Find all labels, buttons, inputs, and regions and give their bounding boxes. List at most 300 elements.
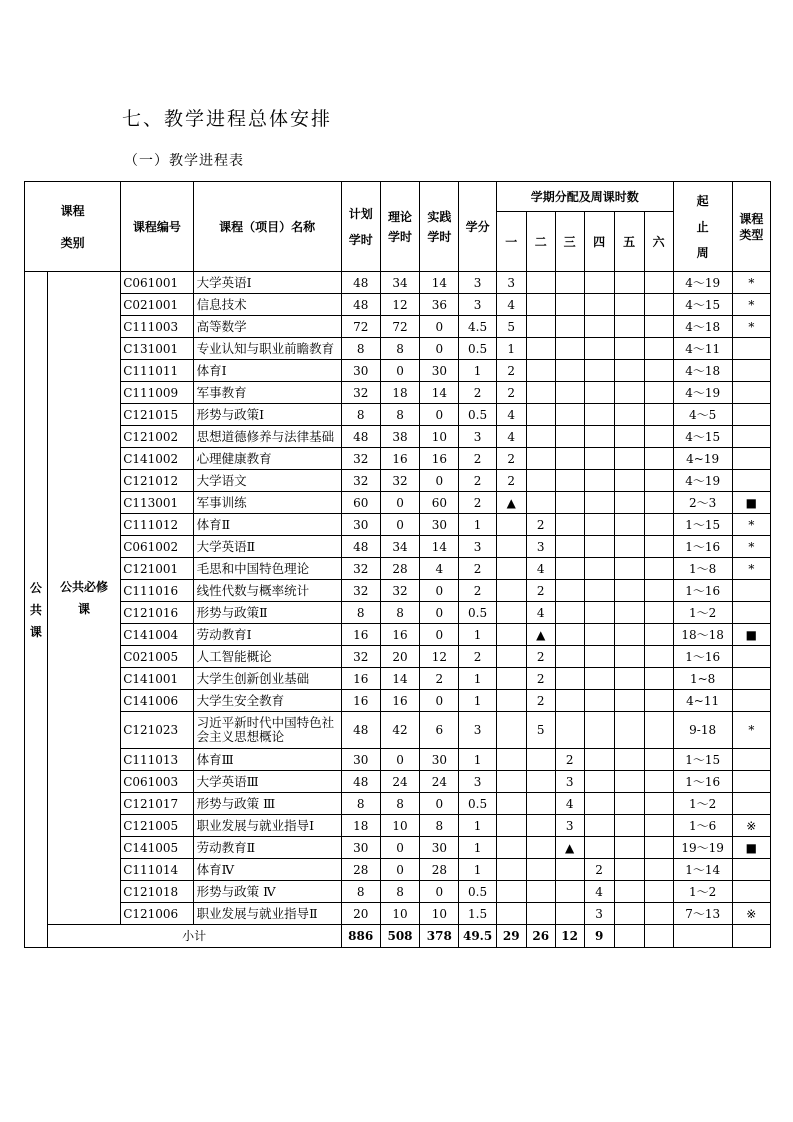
- semester-1-hours: [496, 903, 526, 925]
- planned-hours: 8: [341, 881, 380, 903]
- practice-hours: 30: [420, 749, 459, 771]
- semester-5-hours: [614, 881, 644, 903]
- semester-6-hours: [644, 536, 673, 558]
- practice-hours: 12: [420, 646, 459, 668]
- course-type-mark: [732, 426, 770, 448]
- course-name: 军事训练: [193, 492, 341, 514]
- credit: 0.5: [459, 602, 496, 624]
- course-type-mark: *: [732, 536, 770, 558]
- course-name: 线性代数与概率统计: [193, 580, 341, 602]
- practice-hours: 16: [420, 448, 459, 470]
- subtotal-credit: 49.5: [459, 925, 496, 948]
- course-code: C111014: [121, 859, 193, 881]
- table-row: [25, 294, 771, 316]
- course-type-mark: ■: [732, 837, 770, 859]
- credit: 0.5: [459, 338, 496, 360]
- course-type-mark: ※: [732, 903, 770, 925]
- credit: 1: [459, 624, 496, 646]
- semester-4-hours: [584, 316, 614, 338]
- credit: 3: [459, 771, 496, 793]
- course-code: C021001: [121, 294, 193, 316]
- practice-hours: 14: [420, 382, 459, 404]
- semester-6-hours: [644, 338, 673, 360]
- course-type-mark: *: [732, 514, 770, 536]
- semester-6-hours: [644, 316, 673, 338]
- planned-hours: 18: [341, 815, 380, 837]
- start-end-weeks: 19～19: [673, 837, 732, 859]
- table-row: [25, 793, 771, 815]
- semester-2-hours: [526, 749, 555, 771]
- planned-hours: 30: [341, 360, 380, 382]
- semester-2-hours: [526, 382, 555, 404]
- planned-hours: 48: [341, 272, 380, 294]
- course-code: C121023: [121, 712, 193, 749]
- semester-4-hours: [584, 690, 614, 712]
- header-semester-5: 五: [614, 212, 644, 272]
- planned-hours: 72: [341, 316, 380, 338]
- table-row: [25, 448, 771, 470]
- course-type-mark: [732, 859, 770, 881]
- semester-1-hours: [496, 712, 526, 749]
- semester-1-hours: [496, 558, 526, 580]
- header-practice-line2: 学时: [427, 229, 452, 244]
- semester-6-hours: [644, 382, 673, 404]
- semester-2-hours: [526, 771, 555, 793]
- practice-hours: 0: [420, 690, 459, 712]
- header-theory-hours: [380, 182, 419, 272]
- category-main-char: 课: [29, 624, 42, 639]
- table-row: [25, 514, 771, 536]
- start-end-weeks: 4～11: [673, 338, 732, 360]
- course-type-mark: [732, 602, 770, 624]
- practice-hours: 30: [420, 514, 459, 536]
- semester-5-hours: [614, 448, 644, 470]
- semester-1-hours: 2: [496, 382, 526, 404]
- semester-4-hours: [584, 338, 614, 360]
- semester-6-hours: [644, 793, 673, 815]
- semester-3-hours: [555, 448, 584, 470]
- semester-2-hours: 2: [526, 668, 555, 690]
- semester-3-hours: [555, 602, 584, 624]
- table-row: [25, 492, 771, 514]
- credit: 2: [459, 492, 496, 514]
- start-end-weeks: 7～13: [673, 903, 732, 925]
- start-end-weeks: 4～5: [673, 404, 732, 426]
- subtotal-theory-hours: 508: [380, 925, 419, 948]
- subtotal-label: 小计: [47, 925, 341, 948]
- subtotal-practice-hours: 378: [420, 925, 459, 948]
- semester-4-hours: [584, 624, 614, 646]
- semester-3-hours: [555, 668, 584, 690]
- semester-4-hours: [584, 558, 614, 580]
- schedule-body: [25, 272, 771, 948]
- header-weeks: [673, 182, 732, 272]
- start-end-weeks: 1～16: [673, 580, 732, 602]
- semester-1-hours: [496, 837, 526, 859]
- theory-hours: 34: [380, 536, 419, 558]
- practice-hours: 28: [420, 859, 459, 881]
- table-row: [25, 382, 771, 404]
- table-row: [25, 580, 771, 602]
- course-code: C061003: [121, 771, 193, 793]
- credit: 1: [459, 815, 496, 837]
- course-code: C111012: [121, 514, 193, 536]
- course-type-mark: *: [732, 272, 770, 294]
- header-category-line1: 课程: [60, 203, 85, 218]
- semester-4-hours: [584, 448, 614, 470]
- semester-4-hours: [584, 536, 614, 558]
- semester-5-hours: [614, 492, 644, 514]
- table-row: [25, 360, 771, 382]
- semester-5-hours: [614, 338, 644, 360]
- semester-1-hours: [496, 771, 526, 793]
- header-planned-hours: [341, 182, 380, 272]
- theory-hours: 8: [380, 404, 419, 426]
- course-name: 高等数学: [193, 316, 341, 338]
- course-code: C111013: [121, 749, 193, 771]
- planned-hours: 32: [341, 580, 380, 602]
- course-code: C121018: [121, 881, 193, 903]
- planned-hours: 8: [341, 793, 380, 815]
- course-name: 体育Ⅰ: [193, 360, 341, 382]
- credit: 0.5: [459, 404, 496, 426]
- semester-1-hours: [496, 749, 526, 771]
- start-end-weeks: 1～15: [673, 514, 732, 536]
- semester-2-hours: 2: [526, 580, 555, 602]
- semester-5-hours: [614, 624, 644, 646]
- start-end-weeks: 1～16: [673, 536, 732, 558]
- semester-3-hours: 2: [555, 749, 584, 771]
- semester-1-hours: 1: [496, 338, 526, 360]
- course-code: C061001: [121, 272, 193, 294]
- semester-2-hours: 4: [526, 602, 555, 624]
- header-semester-1: 一: [496, 212, 526, 272]
- credit: 1: [459, 668, 496, 690]
- course-type-mark: [732, 690, 770, 712]
- course-name: 军事教育: [193, 382, 341, 404]
- course-name: 大学生创新创业基础: [193, 668, 341, 690]
- course-type-mark: [732, 668, 770, 690]
- semester-1-hours: [496, 602, 526, 624]
- semester-3-hours: 3: [555, 771, 584, 793]
- theory-hours: 16: [380, 690, 419, 712]
- semester-4-hours: [584, 793, 614, 815]
- semester-5-hours: [614, 646, 644, 668]
- semester-5-hours: [614, 712, 644, 749]
- start-end-weeks: 9-18: [673, 712, 732, 749]
- table-row: [25, 316, 771, 338]
- theory-hours: 8: [380, 881, 419, 903]
- course-code: C141006: [121, 690, 193, 712]
- section-heading: 七、教学进程总体安排: [122, 108, 333, 130]
- semester-4-hours: [584, 712, 614, 749]
- semester-5-hours: [614, 360, 644, 382]
- semester-2-hours: [526, 470, 555, 492]
- credit: 2: [459, 646, 496, 668]
- theory-hours: 34: [380, 272, 419, 294]
- table-row: [25, 624, 771, 646]
- practice-hours: 2: [420, 668, 459, 690]
- course-code: C141001: [121, 668, 193, 690]
- schedule-table: [24, 181, 771, 948]
- planned-hours: 32: [341, 382, 380, 404]
- semester-4-hours: [584, 382, 614, 404]
- theory-hours: 24: [380, 771, 419, 793]
- course-type-mark: [732, 448, 770, 470]
- course-code: C121002: [121, 426, 193, 448]
- course-code: C121005: [121, 815, 193, 837]
- practice-hours: 0: [420, 580, 459, 602]
- header-theory-line1: 理论: [388, 209, 413, 224]
- planned-hours: 48: [341, 426, 380, 448]
- credit: 1: [459, 837, 496, 859]
- semester-5-hours: [614, 514, 644, 536]
- table-row: [25, 404, 771, 426]
- semester-3-hours: [555, 404, 584, 426]
- credit: 3: [459, 272, 496, 294]
- header-name: 课程（项目）名称: [193, 182, 341, 272]
- semester-2-hours: [526, 360, 555, 382]
- practice-hours: 6: [420, 712, 459, 749]
- start-end-weeks: 1~8: [673, 668, 732, 690]
- theory-hours: 0: [380, 360, 419, 382]
- header-category-line2: 类别: [60, 235, 85, 250]
- header-practice-line1: 实践: [427, 209, 452, 224]
- semester-1-hours: [496, 624, 526, 646]
- start-end-weeks: 2～3: [673, 492, 732, 514]
- credit: 3: [459, 712, 496, 749]
- theory-hours: 32: [380, 580, 419, 602]
- course-type-mark: [732, 580, 770, 602]
- semester-5-hours: [614, 793, 644, 815]
- subtotal-semester-3: 12: [555, 925, 584, 948]
- table-row: [25, 749, 771, 771]
- practice-hours: 0: [420, 316, 459, 338]
- category-main-char: 共: [29, 602, 42, 617]
- semester-3-hours: ▲: [555, 837, 584, 859]
- semester-1-hours: [496, 514, 526, 536]
- semester-1-hours: 2: [496, 448, 526, 470]
- course-name: 形势与政策Ⅱ: [193, 602, 341, 624]
- semester-6-hours: [644, 272, 673, 294]
- semester-1-hours: [496, 690, 526, 712]
- course-code: C141002: [121, 448, 193, 470]
- semester-3-hours: [555, 881, 584, 903]
- planned-hours: 16: [341, 624, 380, 646]
- course-name: 形势与政策 Ⅳ: [193, 881, 341, 903]
- table-row: [25, 426, 771, 448]
- semester-2-hours: [526, 338, 555, 360]
- start-end-weeks: 4～15: [673, 294, 732, 316]
- course-type-mark: *: [732, 316, 770, 338]
- semester-5-hours: [614, 903, 644, 925]
- planned-hours: 48: [341, 294, 380, 316]
- semester-6-hours: [644, 881, 673, 903]
- course-code: C141004: [121, 624, 193, 646]
- course-code: C131001: [121, 338, 193, 360]
- course-code: C111016: [121, 580, 193, 602]
- theory-hours: 10: [380, 903, 419, 925]
- planned-hours: 48: [341, 771, 380, 793]
- semester-6-hours: [644, 470, 673, 492]
- course-type-mark: [732, 881, 770, 903]
- semester-2-hours: [526, 404, 555, 426]
- header-semester-4: 四: [584, 212, 614, 272]
- semester-3-hours: [555, 514, 584, 536]
- practice-hours: 0: [420, 881, 459, 903]
- credit: 3: [459, 294, 496, 316]
- course-name: 大学英语Ⅲ: [193, 771, 341, 793]
- semester-4-hours: [584, 771, 614, 793]
- semester-1-hours: [496, 536, 526, 558]
- theory-hours: 28: [380, 558, 419, 580]
- header-weeks-line3: 周: [696, 245, 709, 260]
- semester-1-hours: 3: [496, 272, 526, 294]
- semester-3-hours: [555, 903, 584, 925]
- credit: 2: [459, 558, 496, 580]
- theory-hours: 8: [380, 602, 419, 624]
- course-code: C061002: [121, 536, 193, 558]
- semester-6-hours: [644, 602, 673, 624]
- course-name: 专业认知与职业前瞻教育: [193, 338, 341, 360]
- start-end-weeks: 1～2: [673, 881, 732, 903]
- semester-5-hours: [614, 470, 644, 492]
- course-type-mark: ■: [732, 624, 770, 646]
- semester-2-hours: [526, 492, 555, 514]
- theory-hours: 42: [380, 712, 419, 749]
- table-row: [25, 602, 771, 624]
- semester-4-hours: [584, 492, 614, 514]
- header-weeks-line1: 起: [696, 193, 709, 208]
- semester-4-hours: [584, 514, 614, 536]
- credit: 0.5: [459, 793, 496, 815]
- credit: 2: [459, 470, 496, 492]
- header-planned-line1: 计划: [348, 206, 373, 221]
- category-sub: [47, 272, 120, 925]
- semester-3-hours: [555, 624, 584, 646]
- practice-hours: 0: [420, 624, 459, 646]
- course-name: 心理健康教育: [193, 448, 341, 470]
- theory-hours: 0: [380, 749, 419, 771]
- start-end-weeks: 4~11: [673, 690, 732, 712]
- planned-hours: 48: [341, 536, 380, 558]
- semester-4-hours: 3: [584, 903, 614, 925]
- planned-hours: 30: [341, 749, 380, 771]
- course-name: 毛思和中国特色理论: [193, 558, 341, 580]
- semester-4-hours: [584, 470, 614, 492]
- start-end-weeks: 4~19: [673, 448, 732, 470]
- planned-hours: 30: [341, 837, 380, 859]
- practice-hours: 0: [420, 404, 459, 426]
- start-end-weeks: 4～19: [673, 470, 732, 492]
- semester-1-hours: 4: [496, 426, 526, 448]
- semester-6-hours: [644, 294, 673, 316]
- semester-2-hours: [526, 859, 555, 881]
- semester-6-hours: [644, 624, 673, 646]
- semester-4-hours: [584, 580, 614, 602]
- course-name: 劳动教育Ⅰ: [193, 624, 341, 646]
- semester-6-hours: [644, 903, 673, 925]
- semester-5-hours: [614, 316, 644, 338]
- semester-4-hours: [584, 668, 614, 690]
- semester-6-hours: [644, 514, 673, 536]
- course-code: C121012: [121, 470, 193, 492]
- course-name: 思想道德修养与法律基础: [193, 426, 341, 448]
- course-name: 职业发展与就业指导Ⅱ: [193, 903, 341, 925]
- semester-1-hours: [496, 815, 526, 837]
- header-category: [25, 182, 121, 272]
- semester-4-hours: [584, 602, 614, 624]
- table-row: [25, 771, 771, 793]
- course-name: 大学语文: [193, 470, 341, 492]
- semester-1-hours: [496, 881, 526, 903]
- semester-5-hours: [614, 294, 644, 316]
- table-row: [25, 470, 771, 492]
- practice-hours: 0: [420, 793, 459, 815]
- planned-hours: 16: [341, 690, 380, 712]
- section-subheading: （一）教学进程表: [124, 153, 244, 169]
- practice-hours: 36: [420, 294, 459, 316]
- practice-hours: 4: [420, 558, 459, 580]
- planned-hours: 8: [341, 338, 380, 360]
- header-course-type: [732, 182, 770, 272]
- course-name: 习近平新时代中国特色社会主义思想概论: [193, 712, 341, 749]
- semester-4-hours: 4: [584, 881, 614, 903]
- course-type-mark: [732, 338, 770, 360]
- semester-6-hours: [644, 492, 673, 514]
- start-end-weeks: 1～8: [673, 558, 732, 580]
- semester-5-hours: [614, 580, 644, 602]
- header-semester-6: 六: [644, 212, 673, 272]
- semester-2-hours: 2: [526, 690, 555, 712]
- course-code: C111011: [121, 360, 193, 382]
- semester-5-hours: [614, 426, 644, 448]
- subtotal-weeks: [673, 925, 732, 948]
- start-end-weeks: 18～18: [673, 624, 732, 646]
- semester-3-hours: [555, 536, 584, 558]
- table-row: [25, 690, 771, 712]
- semester-2-hours: 5: [526, 712, 555, 749]
- semester-6-hours: [644, 558, 673, 580]
- course-type-mark: ■: [732, 492, 770, 514]
- planned-hours: 30: [341, 514, 380, 536]
- semester-1-hours: [496, 580, 526, 602]
- start-end-weeks: 4～15: [673, 426, 732, 448]
- header-semester-3: 三: [555, 212, 584, 272]
- semester-2-hours: [526, 316, 555, 338]
- semester-2-hours: [526, 272, 555, 294]
- planned-hours: 28: [341, 859, 380, 881]
- semester-5-hours: [614, 382, 644, 404]
- theory-hours: 8: [380, 338, 419, 360]
- semester-2-hours: ▲: [526, 624, 555, 646]
- course-name: 大学英语Ⅰ: [193, 272, 341, 294]
- semester-5-hours: [614, 837, 644, 859]
- semester-5-hours: [614, 536, 644, 558]
- course-name: 大学生安全教育: [193, 690, 341, 712]
- theory-hours: 16: [380, 624, 419, 646]
- course-type-mark: [732, 382, 770, 404]
- semester-6-hours: [644, 360, 673, 382]
- semester-4-hours: [584, 646, 614, 668]
- header-semester-2: 二: [526, 212, 555, 272]
- planned-hours: 32: [341, 470, 380, 492]
- semester-1-hours: 2: [496, 470, 526, 492]
- semester-5-hours: [614, 771, 644, 793]
- practice-hours: 10: [420, 903, 459, 925]
- credit: 1: [459, 859, 496, 881]
- theory-hours: 0: [380, 492, 419, 514]
